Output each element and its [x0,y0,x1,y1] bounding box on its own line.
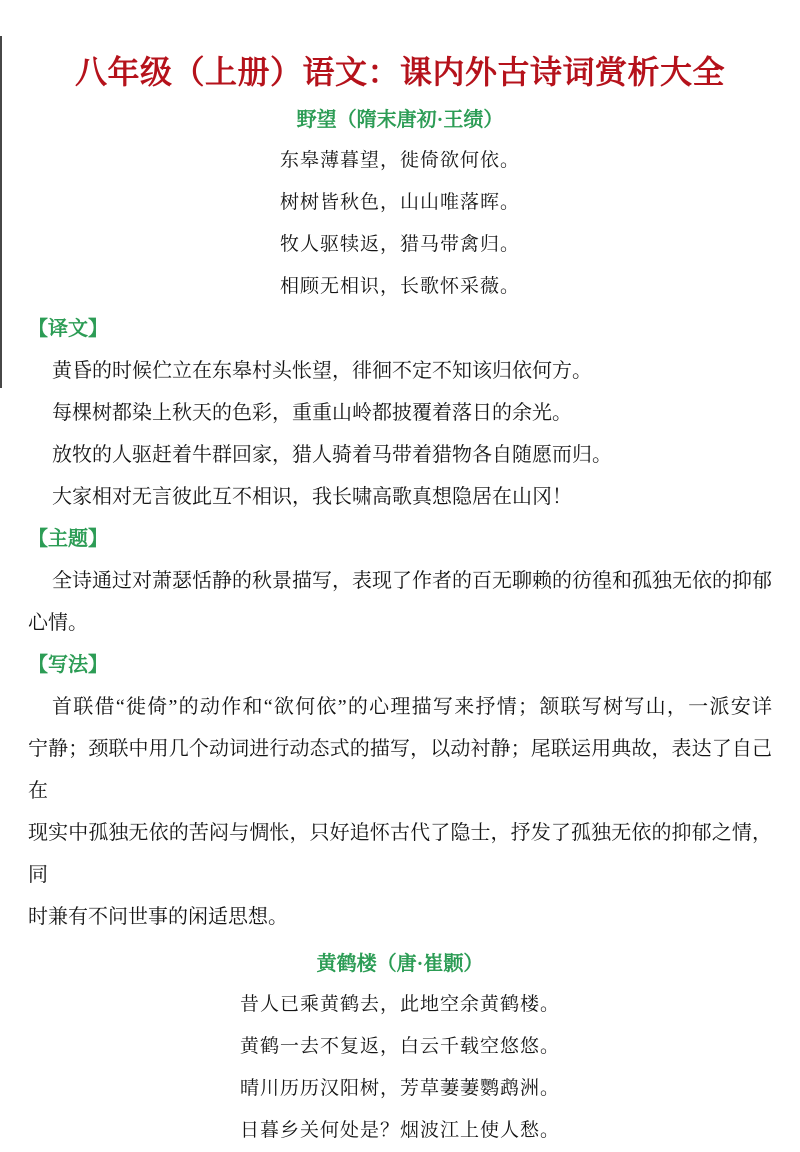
poem2-body [0,984,800,1152]
poem1-line-2: 树树皆秋色，山山唯落晖。 [279,192,520,213]
poem1-line-1: 东皋薄暮望，徙倚欲何依。 [279,150,520,171]
translation-line-2: 每棵树都染上秋天的色彩，重重山岭都披覆着落日的余光。 [52,402,572,424]
poem1-line-4: 相顾无相识，长歌怀采薇。 [279,276,520,297]
technique-text-line-4: 时兼有不问世事的闲适思想。 [28,906,288,928]
technique-text-line-1: 首联借“徙倚”的动作和“欲何依”的心理描写来抒情；颔联写树写山，一派安详 [52,696,772,718]
poem1-line-3: 牧人驱犊返，猎马带禽归。 [279,234,520,255]
translation-line-3: 放牧的人驱赶着牛群回家，猎人骑着马带着猎物各自随愿而归。 [52,444,612,466]
technique-text-line-3: 现实中孤独无依的苦闷与惆怅，只好追怀古代了隐士，抒发了孤独无依的抑郁之情，同 [28,822,772,886]
poem2-line-3: 晴川历历汉阳树，芳草萋萋鹦鹉洲。 [239,1078,560,1099]
theme-text-line-2: 心情。 [28,612,88,634]
translation-line-4: 大家相对无言彼此互不相识，我长啸高歌真想隐居在山冈！ [52,486,572,508]
translation-line-1: 黄昏的时候伫立在东皋村头怅望，徘徊不定不知该归依何方。 [52,360,592,382]
translation-section-label: 【译文】 [28,318,108,340]
theme-section-label: 【主题】 [28,528,108,550]
poem2-line-1: 昔人已乘黄鹤去，此地空余黄鹤楼。 [239,994,560,1015]
poem2-heading: 黄鹤楼（唐·崔颢） [316,953,484,975]
left-edge-scan-line [0,36,2,388]
technique-text-line-2: 宁静；颈联中用几个动词进行动态式的描写，以动衬静；尾联运用典故，表达了自己在 [28,738,772,802]
theme-text-line-1: 全诗通过对萧瑟恬静的秋景描写，表现了作者的百无聊赖的彷徨和孤独无依的抑郁 [52,570,772,592]
poem2-line-2: 黄鹤一去不复返，白云千载空悠悠。 [239,1036,560,1057]
document-title: 八年级（上册）语文：课内外古诗词赏析大全 [74,54,725,90]
technique-section-label: 【写法】 [28,654,108,676]
poem1-body [0,140,800,308]
poem2-line-4: 日暮乡关何处是？烟波江上使人愁。 [239,1120,560,1141]
poem1-heading: 野望（隋末唐初·王绩） [296,109,504,131]
